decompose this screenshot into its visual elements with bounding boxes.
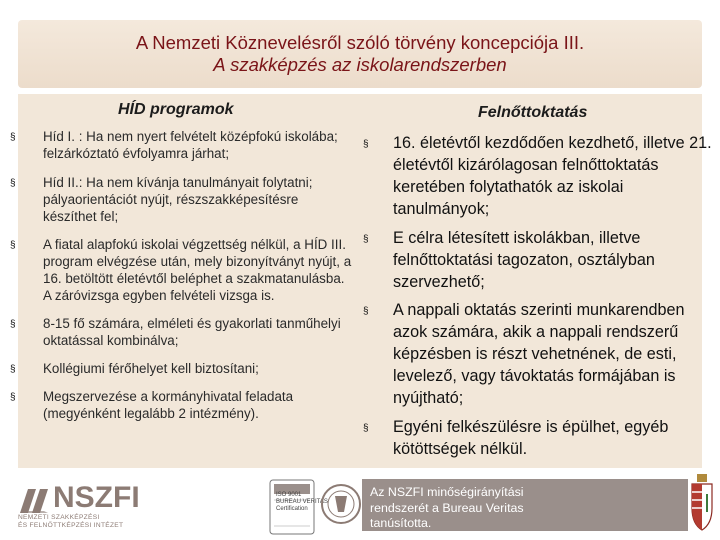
bullet-icon: §	[10, 132, 16, 143]
bullet-icon: §	[363, 234, 369, 245]
slide-title-box	[18, 20, 702, 88]
coat-of-arms-icon	[688, 472, 716, 534]
list-item	[10, 236, 355, 304]
list-item-text: Egyéni felkészülésre is épülhet, egyéb kötöttségek nélkül.	[393, 418, 669, 458]
list-item-text: A nappali oktatás szerinti munkarendben azok számára, akik a nappali rendszerű képzésben is részt vehetnének, de esti, levelező, vagy távoktatás formájában is nyújtható;	[393, 301, 685, 407]
list-item	[363, 299, 715, 409]
certification-seal-icon	[320, 476, 362, 536]
bullet-icon: §	[10, 319, 16, 330]
quality-line: rendszerét a Bureau Veritas	[370, 500, 524, 515]
bullet-icon: §	[10, 364, 16, 375]
bullet-icon: §	[363, 139, 369, 150]
list-item-text: 16. életévtől kezdődően kezdhető, illetve 21. életévtől kizárólagosan felnőttoktatás keretében folytathatók az iskolai tanulmányok;	[393, 134, 712, 218]
left-bullet-list	[10, 128, 355, 422]
slide-subtitle: A szakképzés az iskolarendszerben	[213, 54, 507, 75]
list-item-text: 8-15 fő számára, elméleti és gyakorlati tanműhelyi oktatással kombinálva;	[43, 316, 341, 348]
list-item-text: A fiatal alapfokú iskolai végzettség nélkül, a HÍD III. program elvégzése után, mely bizonyítványt nyújt, a 16. betöltött életévtől beléphet a szakmatanulásba. A záróvizsga egyben felvételi vizsga is.	[43, 237, 352, 303]
list-item-text: Megszervezése a kormányhivatal feladata (megyénként legalább 2 intézmény).	[43, 389, 294, 421]
list-item-text: Híd I. : Ha nem nyert felvételt középfokú iskolába; felzárkóztató évfolyamra járhat;	[43, 129, 338, 161]
right-bullet-list	[363, 132, 715, 460]
list-item	[10, 360, 355, 377]
bullet-icon: §	[363, 306, 369, 317]
nszfi-logo-subtitle	[18, 514, 123, 530]
list-item	[10, 174, 355, 225]
bullet-icon: §	[363, 423, 369, 434]
slide-title: A Nemzeti Köznevelésről szóló törvény koncepciója III.	[135, 32, 585, 53]
bv-line: ISO 9001	[276, 492, 302, 498]
bullet-icon: §	[10, 392, 16, 403]
list-item	[10, 315, 355, 349]
bv-line: Certification	[276, 506, 308, 512]
quality-certification-box	[362, 479, 688, 531]
left-column-heading: HÍD programok	[118, 101, 234, 118]
bullet-icon: §	[10, 240, 16, 251]
logo-sub-line: NEMZETI SZAKKÉPZÉSI	[18, 514, 100, 521]
bv-line: BUREAU VERITAS	[276, 499, 328, 505]
bullet-icon: §	[10, 178, 16, 189]
quality-line: Az NSZFI minőségirányítási	[370, 485, 524, 499]
list-item-text: Kollégiumi férőhelyet kell biztosítani;	[43, 361, 259, 376]
list-item	[363, 227, 715, 293]
right-column-heading: Felnőttoktatás	[478, 104, 588, 121]
list-item	[10, 128, 355, 162]
list-item	[363, 132, 715, 220]
logo-sub-line: ÉS FELNŐTTKÉPZÉSI INTÉZET	[18, 522, 124, 529]
nszfi-logo-text: NSZFI	[53, 481, 140, 514]
list-item	[10, 388, 355, 422]
list-item	[363, 416, 715, 460]
list-item-text: E célra létesített iskolákban, illetve felnőttoktatási tagozaton, osztályban szervezhető;	[393, 229, 655, 291]
list-item-text: Híd II.: Ha nem kívánja tanulmányait folytatni; pályaorientációt nyújt, részszakképesítésre készíthet fel;	[43, 175, 313, 224]
quality-line: tanúsította.	[370, 516, 432, 530]
